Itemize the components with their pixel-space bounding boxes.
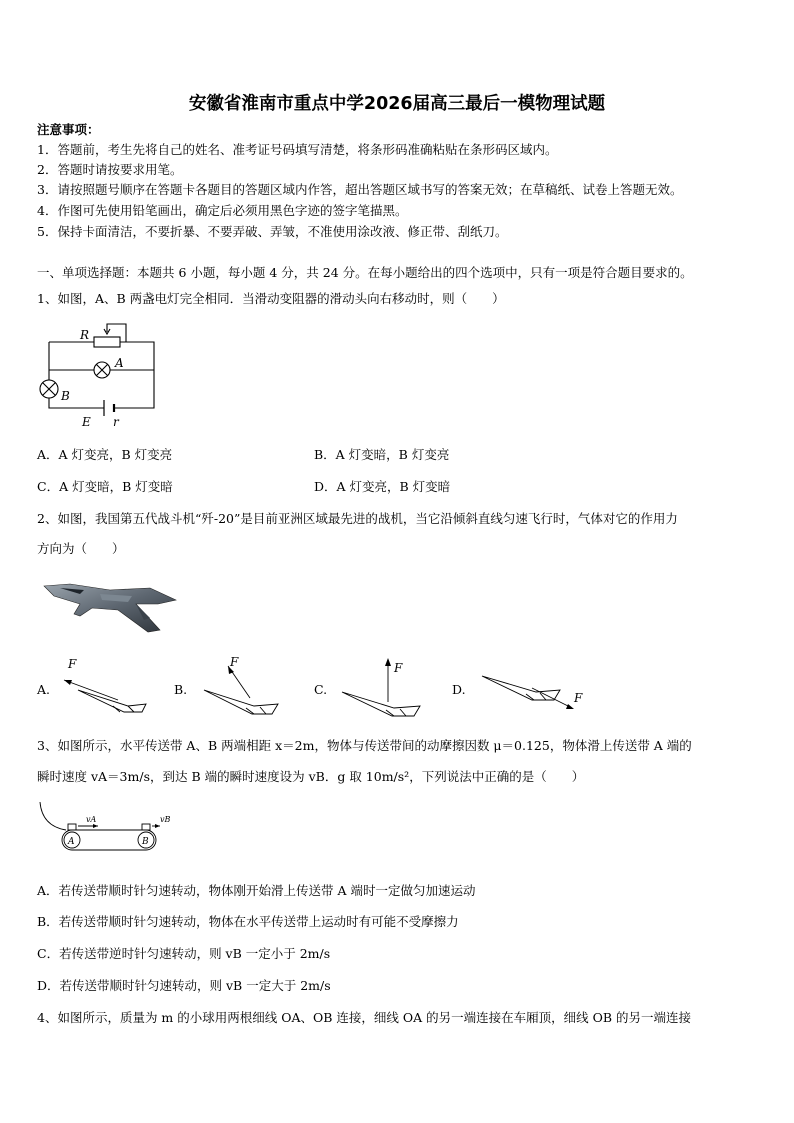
fighter-jet-image	[40, 574, 180, 636]
option-d-figure	[476, 656, 588, 720]
label-B: B	[61, 389, 70, 403]
option-b-letter: B.	[174, 682, 188, 697]
option-d: D．若传送带顺时针匀速转动，则 vB 一定大于 2m/s	[37, 978, 331, 993]
question-4-stem: 4、如图所示，质量为 m 的小球用两根细线 OA、OB 连接，细线 OA 的另一端连接在车厢顶，细线 OB 的另一端连接	[37, 1010, 692, 1025]
force-label: F	[68, 657, 77, 671]
question-2-stem: 2、如图，我国第五代战斗机“歼-20”是目前亚洲区域最先进的战机，当它沿倾斜直线匀速飞行时，气体对它的作用力	[37, 511, 678, 526]
notice-item: 5．保持卡面清洁，不要折暴、不要弄破、弄皱，不准使用涂改液、修正带、刮纸刀。	[37, 224, 508, 239]
force-label: F	[394, 661, 403, 675]
label-vB: vB	[160, 815, 171, 824]
option-a-letter: A.	[37, 682, 51, 697]
section-heading: 一、单项选择题：本题共 6 小题，每小题 4 分，共 24 分。在每小题给出的四个选项中，只有一项是符合题目要求的。	[37, 265, 693, 280]
conveyor-belt-diagram	[36, 800, 176, 856]
label-A: A	[115, 356, 124, 370]
notice-item: 4．作图可先使用铅笔画出，确定后必须用黑色字迹的签字笔描黑。	[37, 203, 408, 218]
question-1-stem: 1、如图，A、B 两盏电灯完全相同．当滑动变阻器的滑动头向右移动时，则（ ）	[37, 291, 505, 306]
notice-item: 2．答题时请按要求用笔。	[37, 162, 183, 177]
option-d-letter: D.	[452, 682, 466, 697]
force-label: F	[230, 655, 239, 669]
option-b: B．若传送带顺时针匀速转动，物体在水平传送带上运动时有可能不受摩擦力	[37, 914, 459, 929]
circuit-diagram	[34, 318, 164, 430]
page-title: 安徽省淮南市重点中学2026届高三最后一模物理试题	[188, 94, 606, 114]
question-3-stem: 3、如图所示，水平传送带 A、B 两端相距 x＝2m，物体与传送带间的动摩擦因数 μ＝0.125，物体滑上传送带 A 端的	[37, 738, 692, 753]
option-b: B．A 灯变暗，B 灯变亮	[314, 447, 450, 462]
option-b-figure	[196, 652, 292, 720]
label-B: B	[142, 837, 149, 847]
option-c: C．若传送带逆时针匀速转动，则 vB 一定小于 2m/s	[37, 946, 331, 961]
question-3-stem-cont: 瞬时速度 vA＝3m/s，到达 B 端的瞬时速度设为 vB．g 取 10m/s²，下列说法中正确的是（ ）	[37, 769, 585, 784]
label-r: r	[113, 415, 119, 429]
notice-heading: 注意事项：	[37, 122, 100, 137]
label-vA: vA	[86, 815, 97, 824]
option-a: A．A 灯变亮，B 灯变亮	[37, 447, 173, 462]
option-d: D．A 灯变亮，B 灯变暗	[314, 479, 451, 494]
option-c-letter: C.	[314, 682, 328, 697]
question-2-stem-cont: 方向为（ ）	[37, 541, 125, 556]
notice-item: 3．请按照题号顺序在答题卡各题目的答题区域内作答，超出答题区域书写的答案无效；在草稿纸、试卷上答题无效。	[37, 182, 683, 197]
option-a-figure	[58, 654, 154, 718]
option-a: A．若传送带顺时针匀速转动，物体刚开始滑上传送带 A 端时一定做匀加速运动	[37, 883, 476, 898]
option-c: C．A 灯变暗，B 灯变暗	[37, 479, 173, 494]
label-R: R	[80, 328, 90, 342]
option-c-figure	[334, 652, 434, 722]
force-label: F	[574, 691, 583, 705]
label-A: A	[68, 837, 75, 847]
label-E: E	[82, 415, 91, 429]
notice-item: 1．答题前，考生先将自己的姓名、准考证号码填写清楚，将条形码准确粘贴在条形码区域内。	[37, 142, 558, 157]
